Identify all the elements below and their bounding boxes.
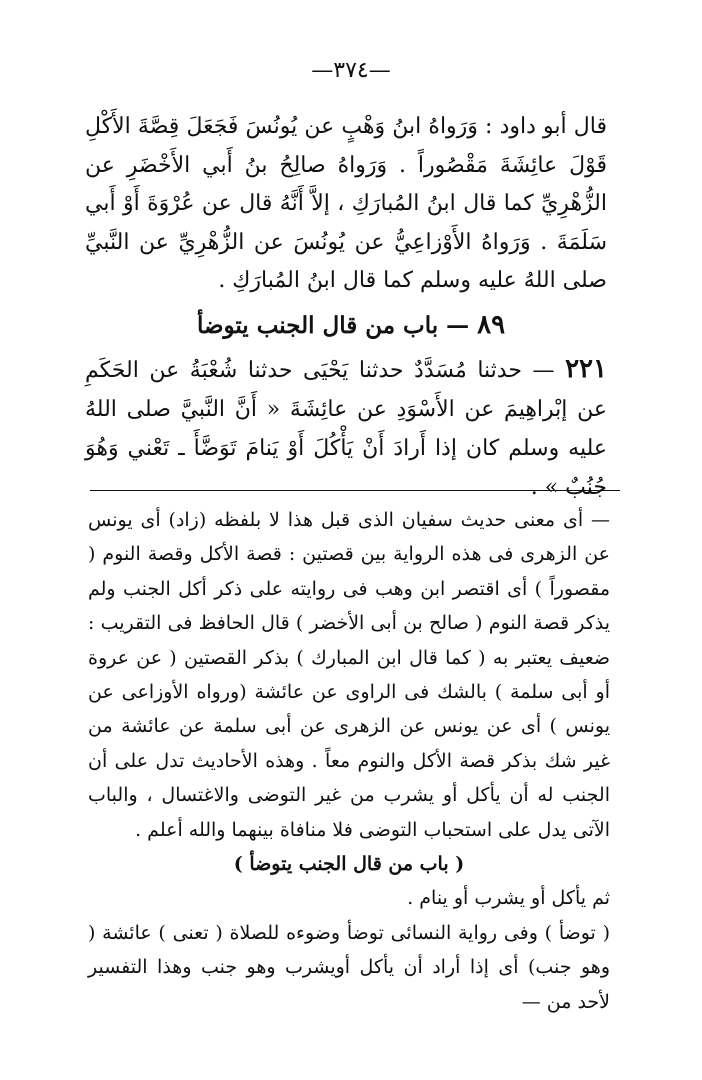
chapter-number: ٨٩ xyxy=(477,310,506,340)
chapter-title: باب من قال الجنب يتوضأ xyxy=(196,312,439,339)
commentary-paragraph-2: ثم يأكل أو يشرب أو ينام . xyxy=(407,887,610,910)
commentary-paragraph-3: ( توضأ ) وفى رواية النسائى توضأ وضوءه للصلاة ( تعنى ) عائشة ( وهو جنب) أى إذا أراد أن يأكل أويشرب وهو جنب وهذا التفسير لأحد من — xyxy=(88,921,610,1013)
main-text-block xyxy=(85,108,607,301)
commentary-sub-heading: ( باب من قال الجنب يتوضأ ) xyxy=(233,853,465,876)
chapter-heading xyxy=(0,310,702,340)
hadith-block xyxy=(85,350,607,507)
commentary-paragraph-1: — أى معنى حديث سفيان الذى قبل هذا لا بلفظه (زاد) أى يونس عن الزهرى فى هذه الرواية بين قصتين : قصة الأكل وقصة النوم ( مقصوراً ) أى اقتصر ابن وهب فى روايته على ذكر أكل الجنب ولم يذكر قصة النوم ( صالح بن أبى الأخضر ) قال الحافظ فى التقريب : ضعيف يعتبر به ( كما قال ابن المبارك ) بذكر القصتين ( عن عروة أو أبى سلمة ) بالشك فى الراوى عن عائشة (ورواه الأوزاعى عن يونس ) أى عن يونس عن الزهرى عن أبى سلمة عن عائشة من غير شك بذكر قصة الأكل والنوم معاً . وهذه الأحاديث تدل على أن الجنب له أن يأكل أو يشرب من غير التوضى والاغتسال ، والباب الآتى يدل على استحباب التوضى فلا منافاة بينهما والله أعلم . xyxy=(88,509,610,841)
page-number: —٣٧٤— xyxy=(311,58,391,83)
footnote-divider xyxy=(90,490,620,491)
chapter-dash: — xyxy=(438,312,478,339)
hadith-paragraph xyxy=(85,350,607,507)
commentary-block xyxy=(88,503,610,1019)
hadith-dash: — xyxy=(521,358,566,383)
hadith-number: ٢٢١ xyxy=(565,354,607,384)
abu-dawud-remark: قال أبو داود : وَرَواهُ ابنُ وَهْبٍ عن يُونُسَ فَجَعَلَ قِصَّةَ الأَكْلِ قَوْلَ عائِشَةَ مَقْصُوراً . وَرَواهُ صالِحُ بنُ أَبي الأَخْضَرِ عن الزُّهْرِيِّ كما قال ابنُ المُبارَكِ ، إلاَّ أَنَّهُ قال عن عُرْوَةَ أَوْ أَبي سَلَمَةَ . وَرَواهُ الأَوْزاعِيُّ عن يُونُسَ عن الزُّهْرِيِّ عن النَّبيِّ صلى اللهُ عليه وسلم كما قال ابنُ المُبارَكِ . xyxy=(85,114,607,293)
hadith-text: حدثنا مُسَدَّدٌ حدثنا يَحْيَى حدثنا شُعْبَةُ عن الحَكَمِ عن إبْراهِيمَ عن الأَسْوَدِ عن عائِشَةَ « أَنَّ النَّبيَّ صلى اللهُ عليه وسلم كان إذا أَرادَ أَنْ يَأْكُلَ أَوْ يَنامَ تَوَضَّأَ ـ تَعْني وَهُوَ جُنُبٌ » . xyxy=(85,358,607,500)
